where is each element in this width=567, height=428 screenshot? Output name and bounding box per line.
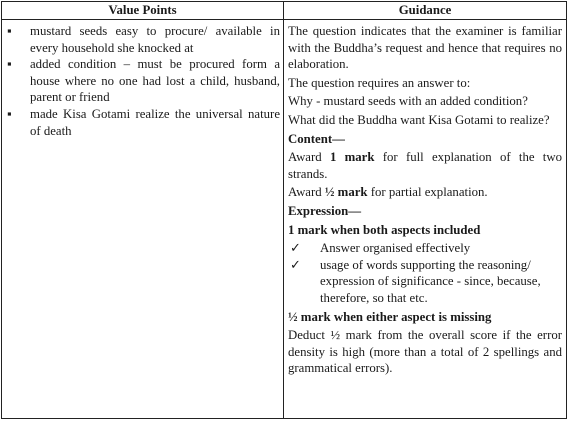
marking-scheme-table xyxy=(1,1,567,419)
award-half-mark xyxy=(288,184,562,201)
guidance-question-what: What did the Buddha want Kisa Gotami to realize? xyxy=(288,112,550,127)
value-points-list xyxy=(7,23,280,139)
criteria-text: Answer organised effectively xyxy=(320,241,471,256)
guidance-requirement: The question requires an answer to: xyxy=(288,75,471,90)
square-bullet-icon: ▪ xyxy=(7,106,12,121)
criteria-checklist xyxy=(288,240,562,306)
criteria-text: usage of words supporting the reasoning/ expression of significance - since, because, therefore, so that etc. xyxy=(320,257,541,305)
value-point-text: mustard seeds easy to procure/ available in every household she knocked at xyxy=(30,24,280,55)
list-item xyxy=(288,240,562,257)
award-half-post: for partial explanation. xyxy=(367,185,488,200)
list-item xyxy=(7,106,280,139)
checkmark-icon: ✓ xyxy=(290,257,301,272)
award-full-pre: Award xyxy=(288,150,330,165)
value-point-text: made Kisa Gotami realize the universal nature of death xyxy=(30,106,280,138)
value-point-text: added condition – must be procured form a house where no one had lost a child, husband, parent or friend xyxy=(30,57,280,105)
award-full-bold: 1 mark xyxy=(329,150,375,165)
header-guidance: Guidance xyxy=(284,2,567,20)
award-half-pre: Award xyxy=(288,185,325,200)
value-points-cell xyxy=(2,20,284,419)
expression-heading: Expression— xyxy=(288,203,362,218)
header-value-points: Value Points xyxy=(2,2,284,20)
checkmark-icon: ✓ xyxy=(290,241,301,256)
content-heading: Content— xyxy=(288,131,345,146)
guidance-question-why: Why - mustard seeds with an added condition? xyxy=(288,94,528,109)
both-aspects-heading: 1 mark when both aspects included xyxy=(288,222,481,237)
square-bullet-icon: ▪ xyxy=(7,57,12,72)
award-full-post: for full explanation of the two strands. xyxy=(288,150,563,181)
list-item xyxy=(288,257,562,307)
list-item xyxy=(7,56,280,106)
guidance-intro: The question indicates that the examiner is familiar with the Buddha’s request and hence that requires no elaboration. xyxy=(288,24,562,72)
square-bullet-icon: ▪ xyxy=(7,24,12,38)
deduction-note: Deduct ½ mark from the overall score if the error density is high (more than a total of 2 spellings and grammatical errors). xyxy=(288,328,562,376)
content-row xyxy=(2,20,567,419)
list-item xyxy=(7,23,280,56)
award-full-mark xyxy=(288,149,562,182)
guidance-cell xyxy=(284,20,567,419)
half-mark-heading: ½ mark when either aspect is missing xyxy=(288,309,492,324)
award-half-bold: ½ mark xyxy=(324,185,368,200)
header-row xyxy=(2,2,567,20)
